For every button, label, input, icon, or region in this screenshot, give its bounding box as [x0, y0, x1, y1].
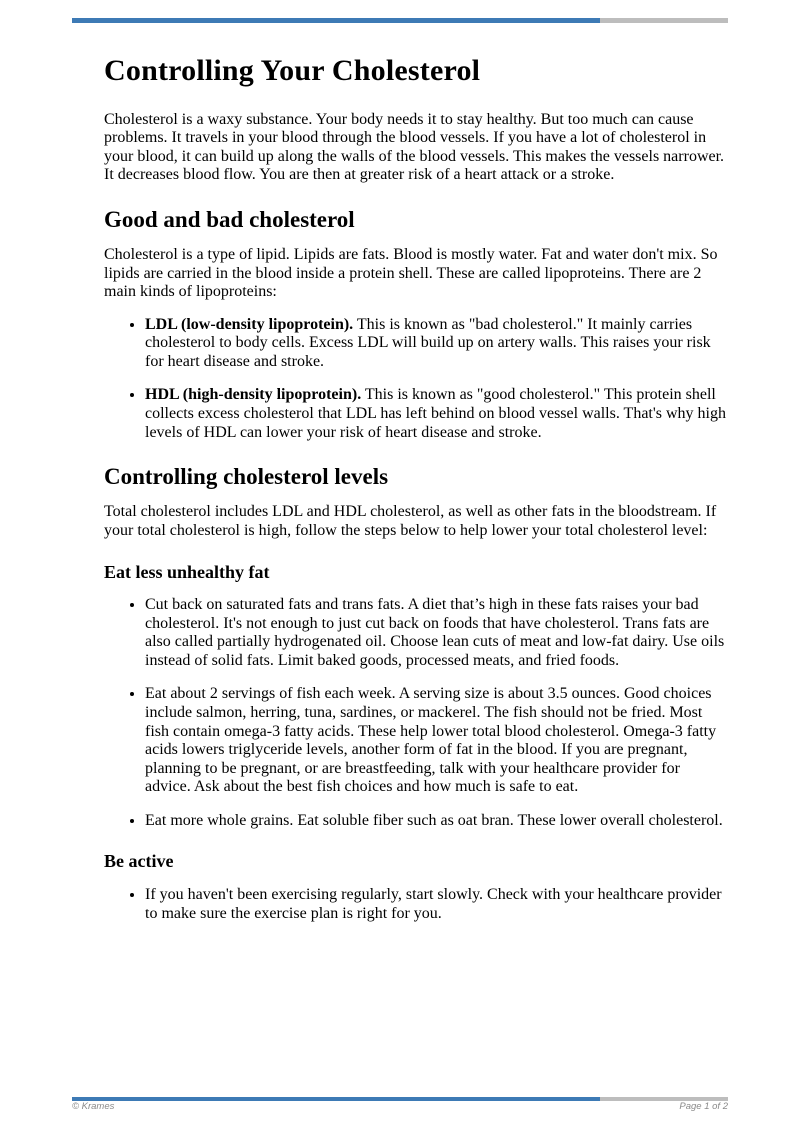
document-content — [104, 23, 728, 937]
hdl-bold-lead: HDL (high-density lipoprotein). — [145, 386, 362, 404]
heading-controlling-cholesterol-levels: Controlling cholesterol levels — [104, 464, 389, 490]
lipoprotein-list — [104, 316, 728, 442]
list-item-whole-grains: • Eat more whole grains. Eat soluble fiber such as oat bran. These lower overall cholesterol. — [145, 812, 728, 831]
hdl-text: This is known as "good cholesterol." This protein shell collects excess cholesterol that LDL has left behind on blood vessel walls. That's why high levels of HDL can lower your risk of heart disease and stroke. — [145, 386, 726, 441]
footer-page-number: Page 1 of 2 — [679, 1101, 728, 1112]
footer-copyright: © Krames — [72, 1101, 115, 1112]
list-item-cut-back-fats: • Cut back on saturated fats and trans fats. A diet that’s high in these fats raises your bad cholesterol. It's not enough to just cut back on foods that have cholesterol. Trans fats are also called partially hydrogenated oil. Choose lean cuts of meat and low-fat dairy. Use oils instead of solid fats. Limit baked goods, processed meats, and fried foods. — [145, 596, 728, 670]
ldl-text: This is known as "bad cholesterol." It mainly carries cholesterol to body cells. Excess LDL will build up on artery walls. This raises your risk for heart disease and stroke. — [145, 315, 711, 370]
page-footer — [72, 1101, 728, 1112]
eat-less-list — [104, 596, 728, 830]
page-title: Controlling Your Cholesterol — [104, 54, 481, 87]
be-active-list — [104, 886, 728, 923]
good-bad-paragraph: Cholesterol is a type of lipid. Lipids are fats. Blood is mostly water. Fat and water don't mix. So lipids are carried in the blood inside a protein shell. These are called lipoproteins. There are 2 main kinds of lipoproteins: — [104, 246, 718, 301]
heading-good-and-bad-cholesterol: Good and bad cholesterol — [104, 206, 355, 232]
intro-paragraph: Cholesterol is a waxy substance. Your body needs it to stay healthy. But too much can cause problems. It travels in your blood through the blood vessels. If you have a lot of cholesterol in your blood, it can build up along the walls of the blood vessels. This makes the vessels narrower. It decreases blood flow. You are then at greater risk of a heart attack or a stroke. — [104, 110, 725, 184]
list-item-hdl — [145, 386, 728, 442]
list-item-ldl — [145, 316, 728, 372]
subheading-be-active: Be active — [104, 851, 174, 872]
ldl-bold-lead: LDL (low-density lipoprotein). — [145, 315, 354, 333]
subheading-eat-less-unhealthy-fat: Eat less unhealthy fat — [104, 561, 270, 582]
controlling-paragraph: Total cholesterol includes LDL and HDL cholesterol, as well as other fats in the bloodstream. If your total cholesterol is high, follow the steps below to help lower your total cholesterol level: — [104, 503, 717, 540]
list-item-exercise: • If you haven't been exercising regularly, start slowly. Check with your healthcare provider to make sure the exercise plan is right for you. — [145, 886, 728, 923]
list-item-eat-fish: • Eat about 2 servings of fish each week. A serving size is about 3.5 ounces. Good choices include salmon, herring, tuna, sardines, or mackerel. The fish should not be fried. Most fish contain omega-3 fatty acids. These help lower total blood cholesterol. Omega-3 fatty acids lowers triglyceride levels, another form of fat in the blood. If you are pregnant, planning to be pregnant, or are breastfeeding, talk with your healthcare provider for advice. Ask about the best fish choices and how much is safe to eat. — [145, 685, 728, 796]
